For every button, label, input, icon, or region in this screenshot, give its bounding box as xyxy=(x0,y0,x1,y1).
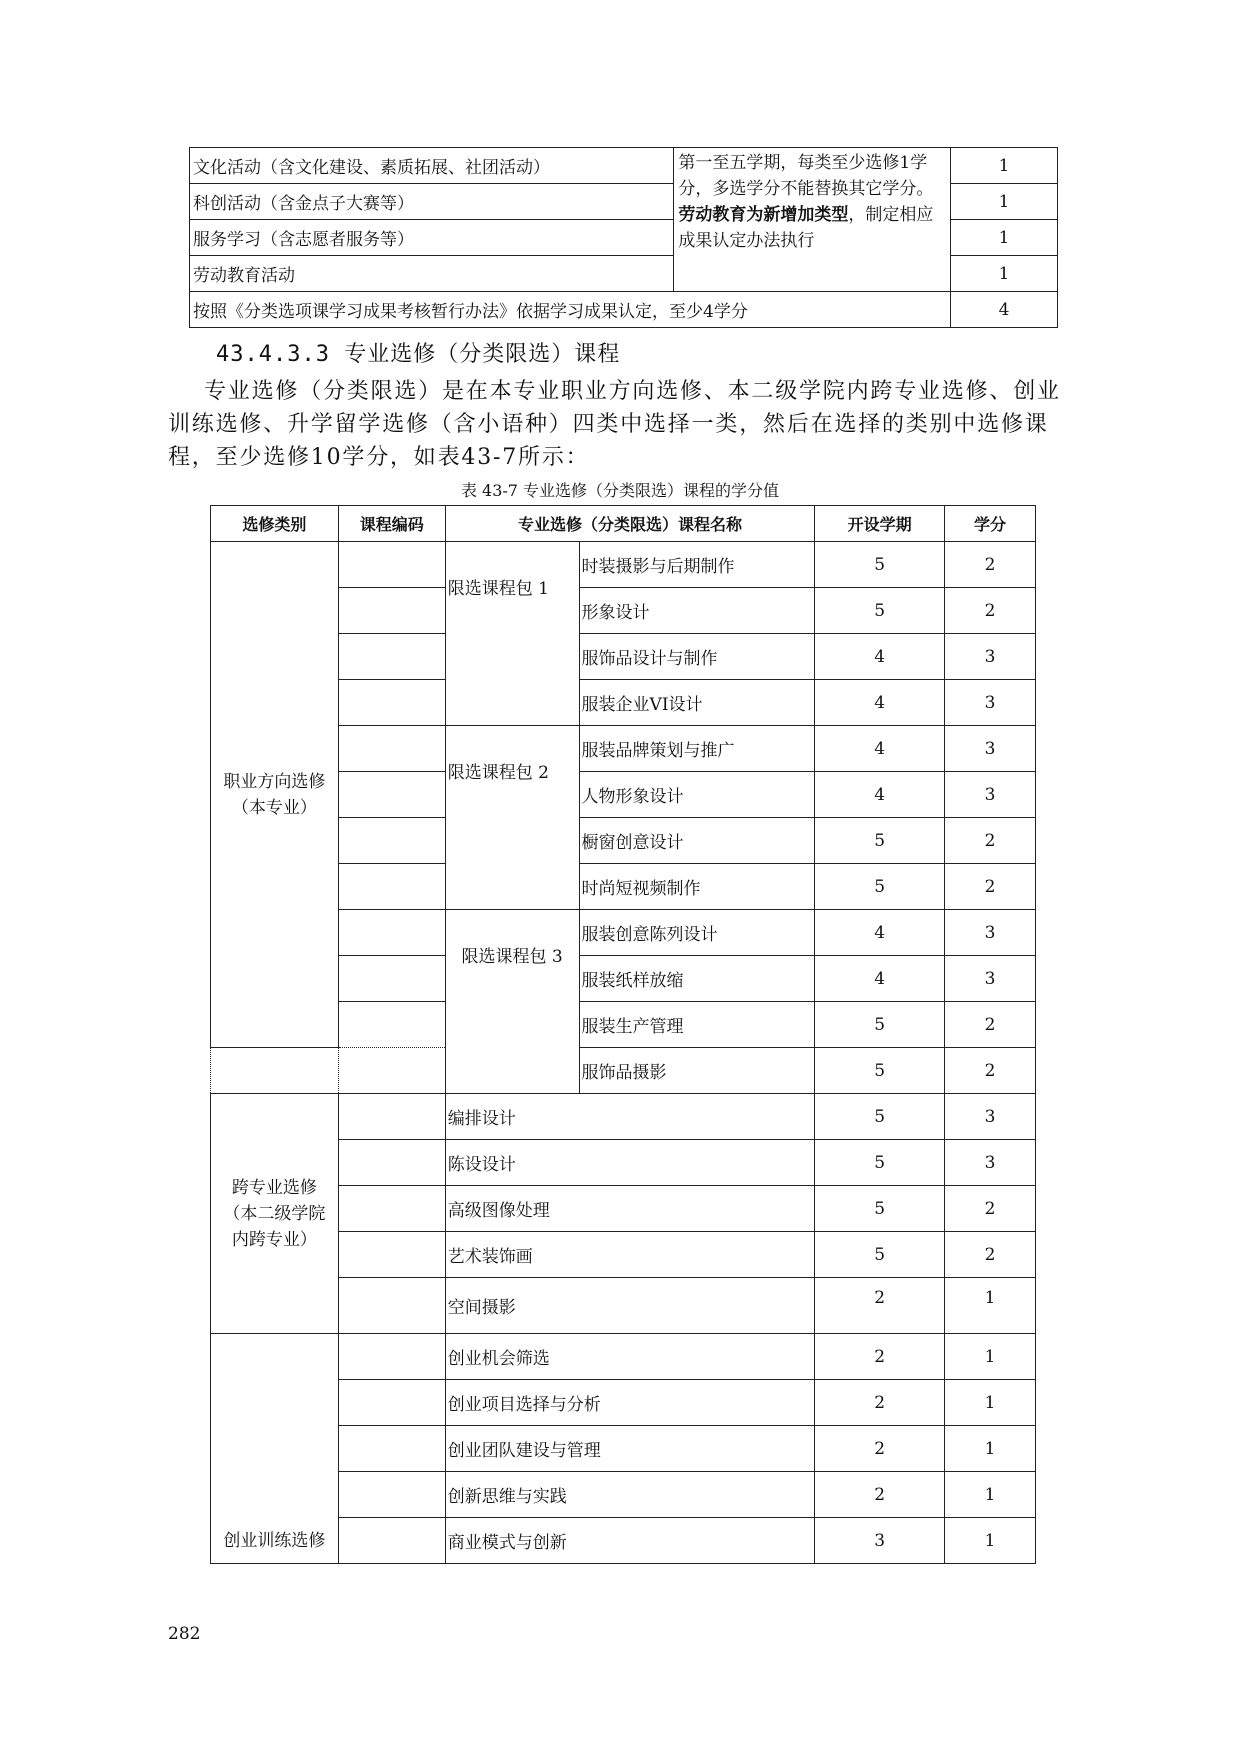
header-code: 课程编码 xyxy=(338,506,445,542)
course-credit: 3 xyxy=(945,680,1036,726)
course-code-cell xyxy=(338,818,445,864)
course-credit: 1 xyxy=(945,1334,1036,1380)
course-code-cell xyxy=(338,680,445,726)
course-name: 高级图像处理 xyxy=(445,1186,815,1232)
course-semester: 4 xyxy=(815,726,945,772)
category-sublabel: （本专业） xyxy=(231,797,317,818)
table-row xyxy=(211,1094,1036,1140)
course-name: 商业模式与创新 xyxy=(445,1518,815,1564)
activity-credit: 1 xyxy=(951,256,1058,292)
course-code-cell xyxy=(338,1186,445,1232)
course-semester: 2 xyxy=(815,1380,945,1426)
course-code-cell xyxy=(338,1426,445,1472)
note-bold-text: 劳动教育为新增加类型 xyxy=(678,205,849,225)
summary-label: 按照《分类选项课学习成果考核暂行办法》依据学习成果认定，至少4学分 xyxy=(190,292,951,328)
course-semester: 5 xyxy=(815,1002,945,1048)
course-code-cell xyxy=(338,726,445,772)
course-semester: 5 xyxy=(815,1232,945,1278)
course-semester: 5 xyxy=(815,1094,945,1140)
course-name: 创业团队建设与管理 xyxy=(445,1426,815,1472)
course-credit: 2 xyxy=(945,1186,1036,1232)
course-semester: 2 xyxy=(815,1426,945,1472)
course-credit: 1 xyxy=(945,1472,1036,1518)
course-semester: 4 xyxy=(815,680,945,726)
course-credit: 3 xyxy=(945,910,1036,956)
course-name: 时装摄影与后期制作 xyxy=(579,542,815,588)
category-empty-cell xyxy=(211,1048,339,1094)
course-semester: 3 xyxy=(815,1518,945,1564)
course-semester: 5 xyxy=(815,1186,945,1232)
course-code-cell xyxy=(338,1094,445,1140)
course-semester: 2 xyxy=(815,1278,945,1334)
category-label: 职业方向选修 xyxy=(223,771,326,792)
package-3-label: 限选课程包 3 xyxy=(445,910,579,1094)
course-credit: 3 xyxy=(945,1094,1036,1140)
course-code-cell xyxy=(338,772,445,818)
course-name: 时尚短视频制作 xyxy=(579,864,815,910)
course-name: 艺术装饰画 xyxy=(445,1232,815,1278)
header-semester: 开设学期 xyxy=(815,506,945,542)
course-credit-table xyxy=(210,505,1036,1564)
course-semester: 4 xyxy=(815,772,945,818)
activity-credit: 1 xyxy=(951,148,1058,184)
note-text: ，制定相应成果认定办法执行 xyxy=(678,205,934,251)
course-semester: 5 xyxy=(815,542,945,588)
course-credit: 2 xyxy=(945,1048,1036,1094)
course-name: 创业项目选择与分析 xyxy=(445,1380,815,1426)
section-heading: 43.4.3.3 专业选修（分类限选）课程 xyxy=(216,342,621,367)
table-row xyxy=(190,292,1058,328)
course-code-cell xyxy=(338,1472,445,1518)
course-name: 人物形象设计 xyxy=(579,772,815,818)
table-row xyxy=(211,1048,1036,1094)
page-number: 282 xyxy=(168,1624,201,1644)
course-name: 服装纸样放缩 xyxy=(579,956,815,1002)
course-semester: 5 xyxy=(815,1140,945,1186)
table-row xyxy=(211,542,1036,588)
table-header-row xyxy=(211,506,1036,542)
course-name: 创业机会筛选 xyxy=(445,1334,815,1380)
summary-credit: 4 xyxy=(951,292,1058,328)
course-credit: 2 xyxy=(945,542,1036,588)
course-credit: 2 xyxy=(945,1002,1036,1048)
activity-label: 文化活动（含文化建设、素质拓展、社团活动） xyxy=(190,148,674,184)
course-semester: 5 xyxy=(815,588,945,634)
course-credit: 2 xyxy=(945,1232,1036,1278)
course-semester: 5 xyxy=(815,1048,945,1094)
course-name: 服装生产管理 xyxy=(579,1002,815,1048)
course-credit: 2 xyxy=(945,588,1036,634)
course-credit: 3 xyxy=(945,726,1036,772)
course-semester: 5 xyxy=(815,818,945,864)
table-row xyxy=(190,148,1058,184)
table-row xyxy=(211,1334,1036,1380)
course-name: 服装企业VI设计 xyxy=(579,680,815,726)
course-name: 橱窗创意设计 xyxy=(579,818,815,864)
course-code-cell xyxy=(338,910,445,956)
course-name: 空间摄影 xyxy=(445,1278,815,1334)
course-credit: 3 xyxy=(945,634,1036,680)
category-vocational xyxy=(211,542,339,1048)
activity-credit: 1 xyxy=(951,220,1058,256)
course-semester: 4 xyxy=(815,910,945,956)
package-2-label: 限选课程包 2 xyxy=(445,726,579,910)
course-code-cell xyxy=(338,864,445,910)
course-semester: 2 xyxy=(815,1334,945,1380)
header-category: 选修类别 xyxy=(211,506,339,542)
course-name: 编排设计 xyxy=(445,1094,815,1140)
course-name: 服装品牌策划与推广 xyxy=(579,726,815,772)
course-semester: 4 xyxy=(815,634,945,680)
course-name: 创新思维与实践 xyxy=(445,1472,815,1518)
category-entrepreneurship: 创业训练选修 xyxy=(211,1334,339,1564)
course-semester: 4 xyxy=(815,956,945,1002)
course-credit: 3 xyxy=(945,956,1036,1002)
course-credit: 1 xyxy=(945,1518,1036,1564)
course-name: 形象设计 xyxy=(579,588,815,634)
course-name: 服装创意陈列设计 xyxy=(579,910,815,956)
course-code-cell xyxy=(338,1334,445,1380)
activity-label: 服务学习（含志愿者服务等） xyxy=(190,220,674,256)
course-code-cell xyxy=(338,588,445,634)
course-code-cell xyxy=(338,956,445,1002)
course-code-cell xyxy=(338,1140,445,1186)
activity-credit-table xyxy=(189,147,1058,328)
course-code-cell xyxy=(338,542,445,588)
course-credit: 1 xyxy=(945,1380,1036,1426)
body-paragraph: 专业选修（分类限选）是在本专业职业方向选修、本二级学院内跨专业选修、创业训练选修、升学留学选修（含小语种）四类中选择一类，然后在选择的类别中选修课程，至少选修10学分，如表43-7所示： xyxy=(168,379,1061,470)
activity-label: 科创活动（含金点子大赛等） xyxy=(190,184,674,220)
course-name: 陈设设计 xyxy=(445,1140,815,1186)
header-course-name: 专业选修（分类限选）课程名称 xyxy=(445,506,815,542)
course-name: 服饰品设计与制作 xyxy=(579,634,815,680)
table-caption: 表 43-7 专业选修（分类限选）课程的学分值 xyxy=(460,481,780,500)
course-credit: 3 xyxy=(945,1140,1036,1186)
package-1-label: 限选课程包 1 xyxy=(445,542,579,726)
course-name: 服饰品摄影 xyxy=(579,1048,815,1094)
course-code-cell xyxy=(338,1002,445,1048)
course-credit: 1 xyxy=(945,1426,1036,1472)
course-code-cell xyxy=(338,1232,445,1278)
course-code-cell xyxy=(338,634,445,680)
activity-credit: 1 xyxy=(951,184,1058,220)
header-credit: 学分 xyxy=(945,506,1036,542)
course-code-cell xyxy=(338,1278,445,1334)
category-sublabel: 内跨专业） xyxy=(231,1229,317,1250)
activity-label: 劳动教育活动 xyxy=(190,256,674,292)
course-code-cell xyxy=(338,1048,445,1094)
course-semester: 2 xyxy=(815,1472,945,1518)
course-credit: 3 xyxy=(945,772,1036,818)
note-text: 第一至五学期，每类至少选修1学分，多选学分不能替换其它学分。 xyxy=(678,153,934,199)
course-code-cell xyxy=(338,1518,445,1564)
course-credit: 2 xyxy=(945,818,1036,864)
category-sublabel: （本二级学院 xyxy=(223,1203,326,1224)
course-credit: 2 xyxy=(945,864,1036,910)
category-label: 跨专业选修 xyxy=(231,1177,317,1198)
category-cross-major xyxy=(211,1094,339,1334)
course-code-cell xyxy=(338,1380,445,1426)
course-semester: 5 xyxy=(815,864,945,910)
activity-note xyxy=(674,148,951,292)
course-credit: 1 xyxy=(945,1278,1036,1334)
